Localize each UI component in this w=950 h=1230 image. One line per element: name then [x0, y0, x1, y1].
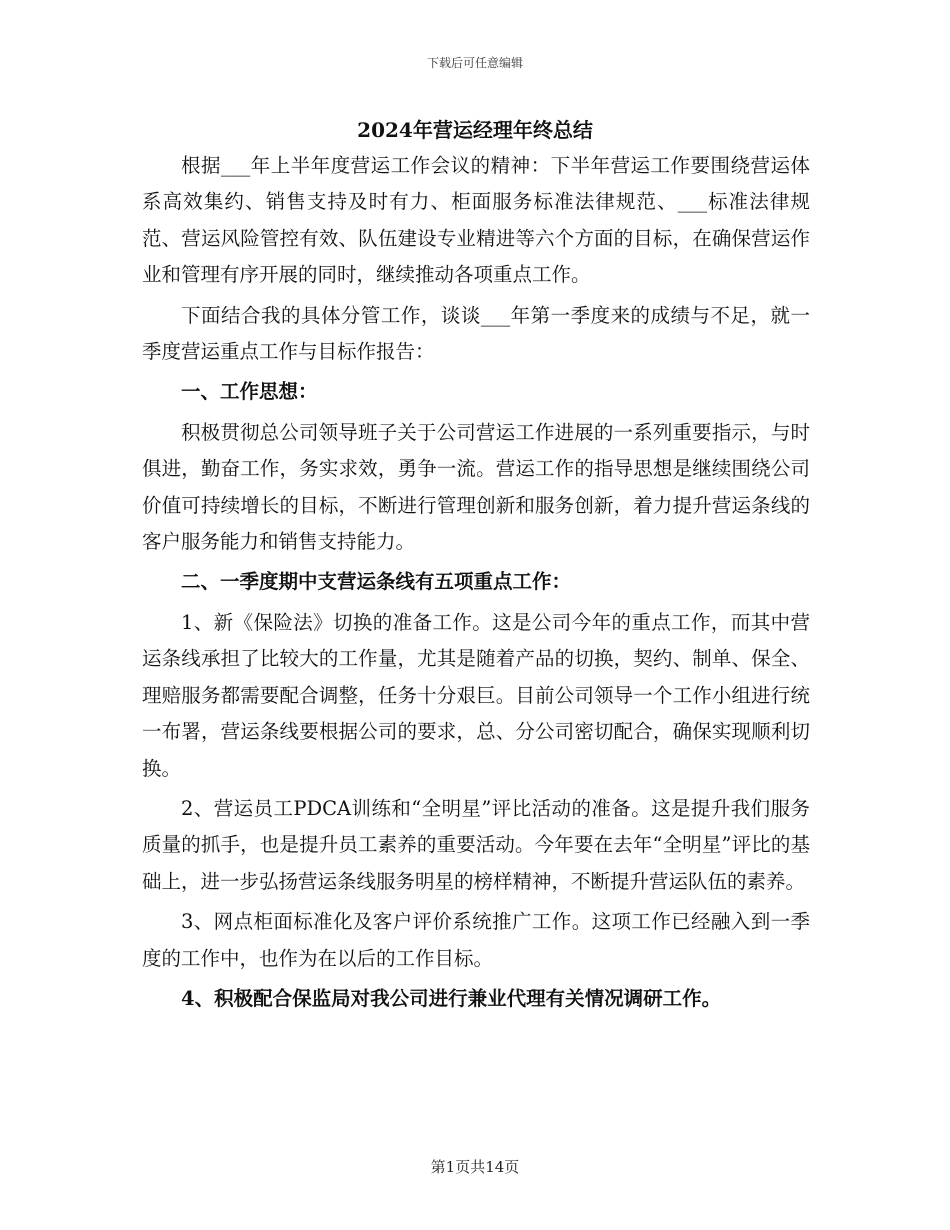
paragraph-task-3: 3、网点柜面标准化及客户评价系统推广工作。这项工作已经融入到一季度的工作中，也作为在以后的工作目标。: [142, 910, 810, 970]
paragraph-report-scope: 下面结合我的具体分管工作，谈谈___年第一季度来的成绩与不足，就一季度营运重点工作与目标作报告：: [142, 303, 810, 364]
document-body: [142, 148, 810, 1017]
paragraph-task-1: 1、新《保险法》切换的准备工作。这是公司今年的重点工作，而其中营运条线承担了比较大的工作量，尤其是随着产品的切换，契约、制单、保全、理赔服务都需要配合调整，任务十分艰巨。目前公司领导一个工作小组进行统一布署，营运条线要根据公司的要求，总、分公司密切配合，确保实现顺利切换。: [142, 610, 810, 780]
page-footer: 第1页共14页: [430, 1158, 520, 1176]
paragraph-task-4: 4、积极配合保监局对我公司进行兼业代理有关情况调研工作。: [181, 986, 722, 1010]
section-heading-key-tasks: 二、一季度期中支营运条线有五项重点工作：: [181, 570, 572, 594]
paragraph-work-thought: 积极贯彻总公司领导班子关于公司营运工作进展的一系列重要指示，与时俱进，勤奋工作，务实求效，勇争一流。营运工作的指导思想是继续围绕公司价值可持续增长的目标，不断进行管理创新和服务创新，着力提升营运条线的客户服务能力和销售支持能力。: [142, 420, 810, 554]
paragraph-intro: 根据___年上半年度营运工作会议的精神：下半年营运工作要围绕营运体系高效集约、销售支持及时有力、柜面服务标准法律规范、___标准法律规范、营运风险管控有效、队伍建设专业精进等六个方面的目标，在确保营运作业和管理有序开展的同时，继续推动各项重点工作。: [142, 154, 810, 287]
section-heading-work-thought: 一、工作思想：: [181, 380, 318, 404]
header-note: 下载后可任意编辑: [426, 56, 523, 70]
document-title: 2024年营运经理年终总结: [357, 118, 593, 142]
paragraph-task-2: 2、营运员工PDCA训练和“全明星”评比活动的准备。这是提升我们服务质量的抓手，也是提升员工素养的重要活动。今年要在去年“全明星”评比的基础上，进一步弘扬营运条线服务明星的榜样精神，不断提升营运队伍的素养。: [142, 796, 810, 893]
